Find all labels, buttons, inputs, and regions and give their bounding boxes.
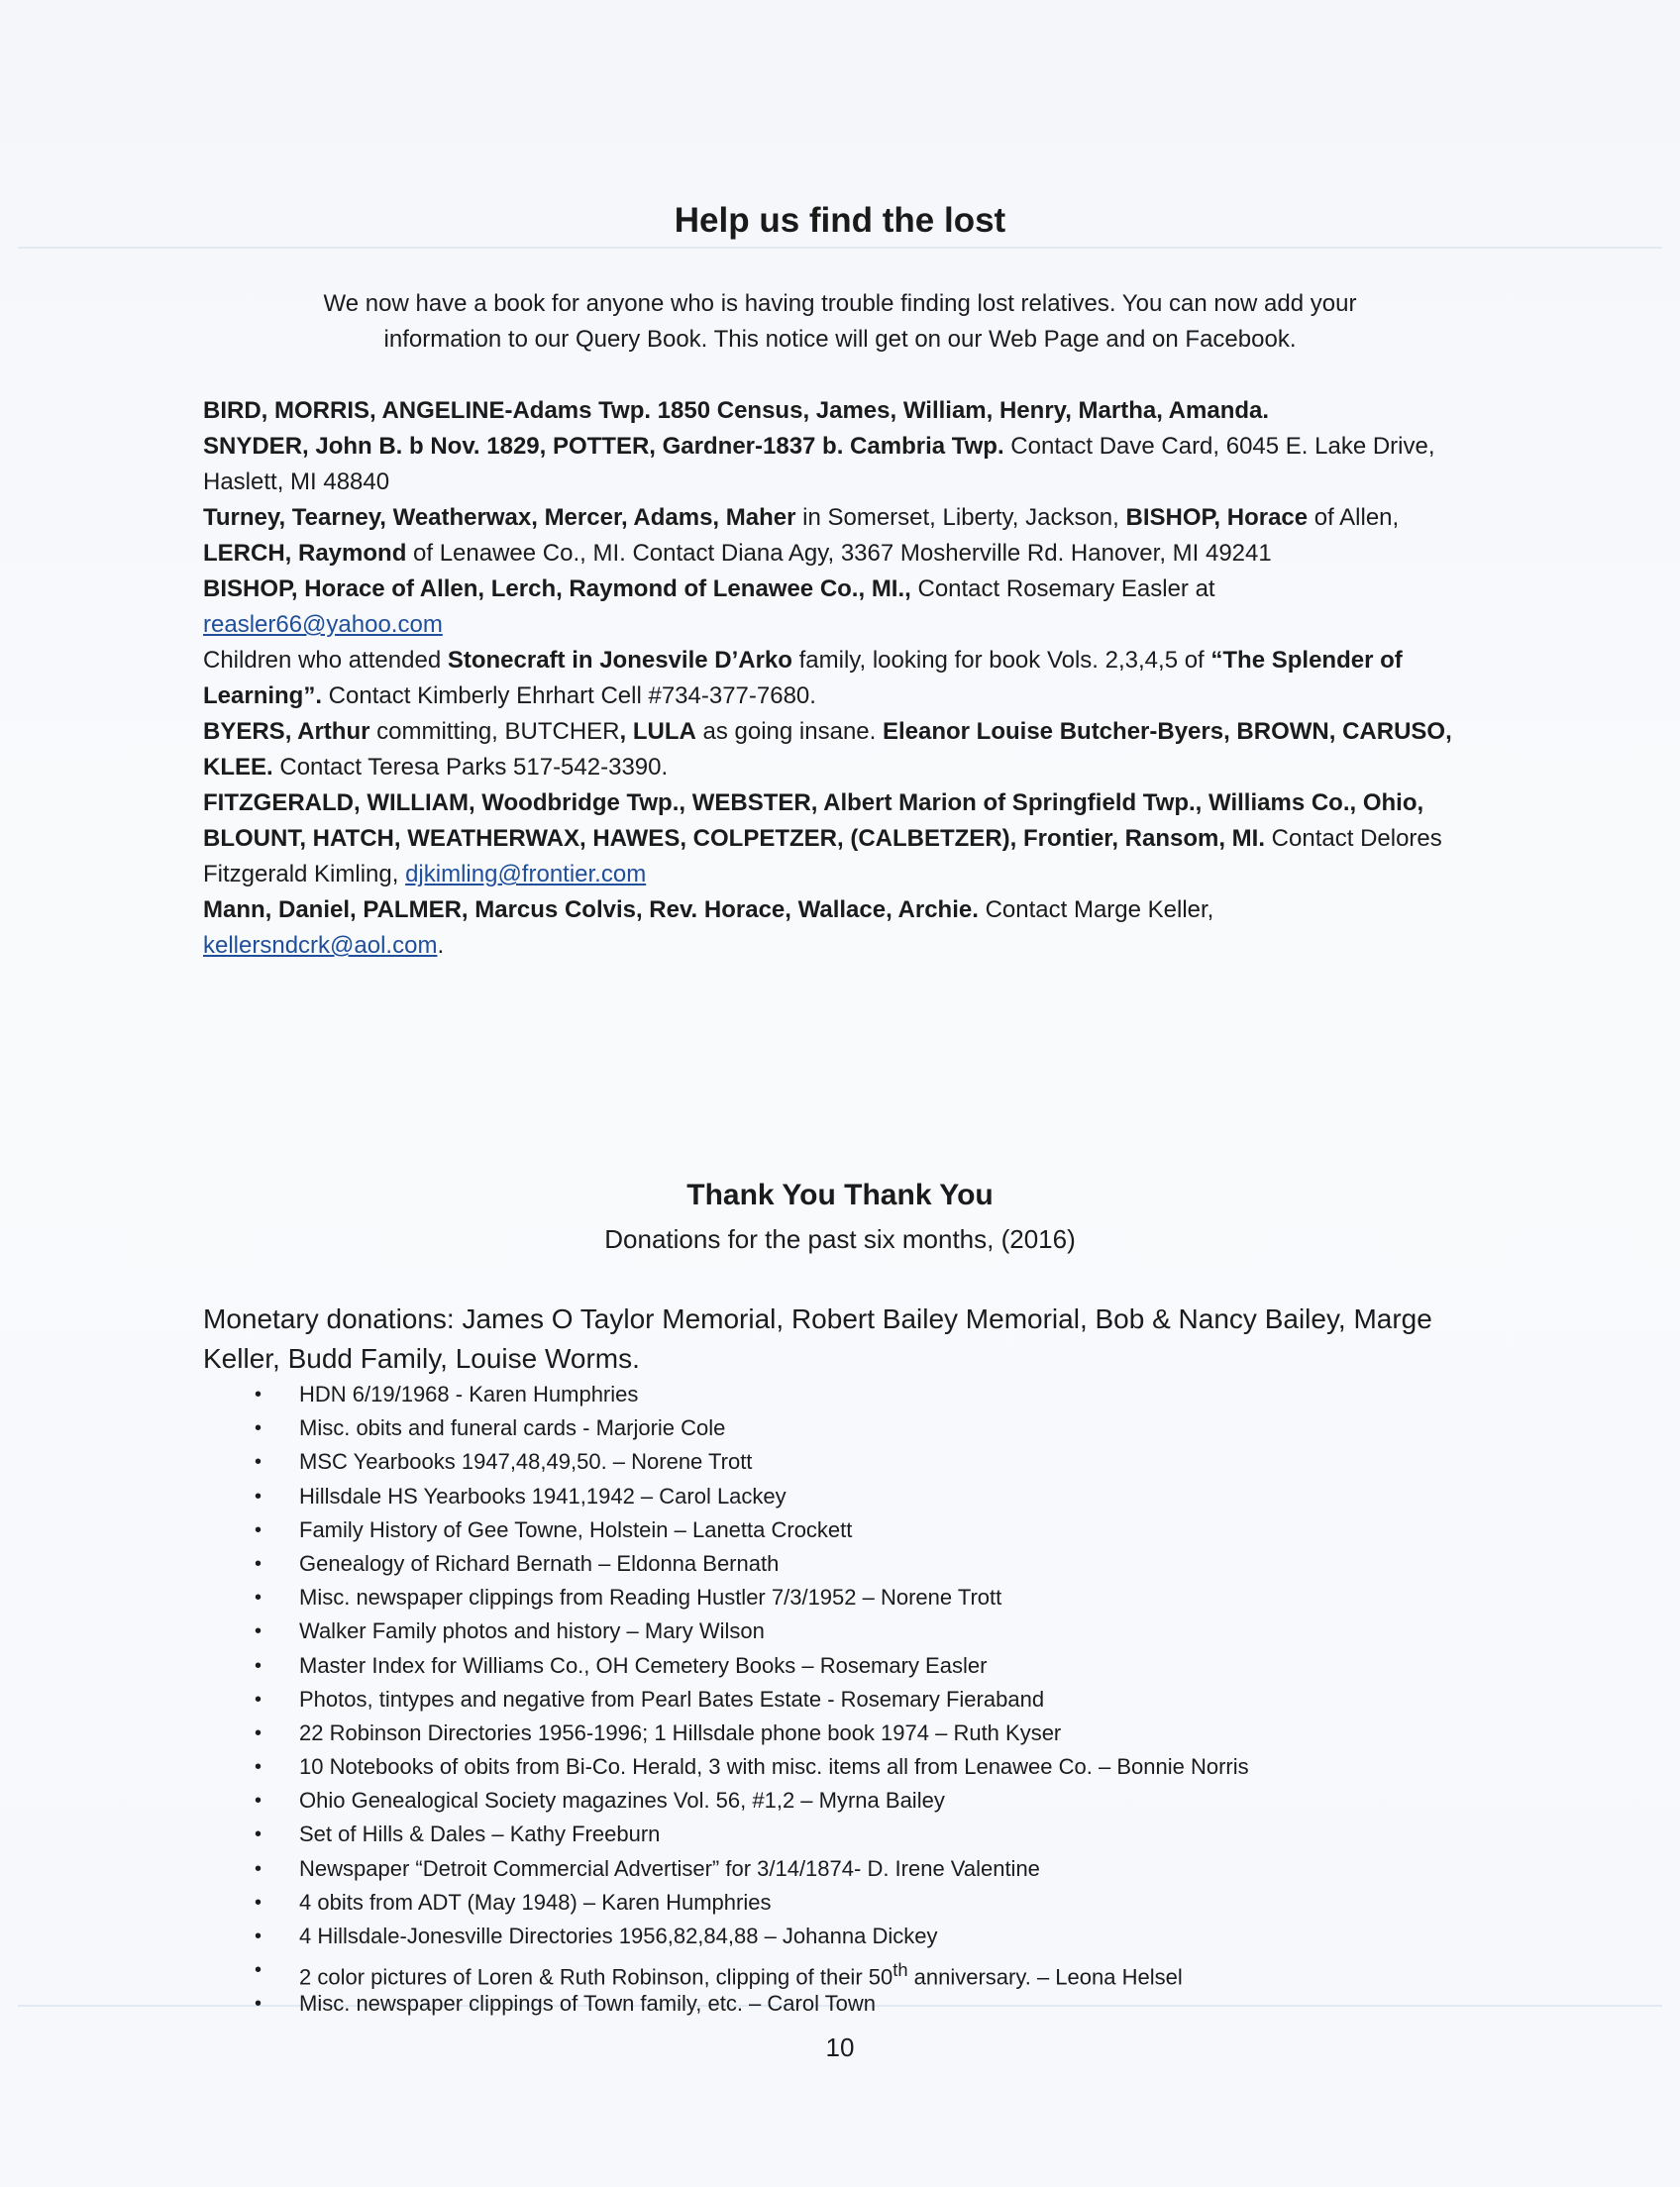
bullet-icon: • <box>255 1485 262 1508</box>
list-item <box>203 1547 1491 1581</box>
email-link-reasler[interactable]: reasler66@yahoo.com <box>203 611 443 638</box>
donation-list <box>203 1378 1491 2022</box>
donation-text: 4 obits from ADT (May 1948) – Karen Humphries <box>299 1889 772 1915</box>
ordinal-superscript: th <box>892 1959 908 1981</box>
query-contact: Contact Teresa Parks 517-542-3390. <box>272 754 669 781</box>
list-item <box>203 1683 1491 1717</box>
donation-text: Misc. newspaper clippings of Town family, etc. – Carol Town <box>299 1991 877 2017</box>
section-title-help-us-find-the-lost: Help us find the lost <box>674 201 1006 240</box>
query-text: in Somerset, Liberty, Jackson, <box>795 504 1126 531</box>
query-contact: Contact Dave Card, 6045 E. Lake Drive, Haslett, MI 48840 <box>203 433 1435 495</box>
email-link-kellersndcrk[interactable]: kellersndcrk@aol.com <box>203 932 438 959</box>
query-text: . <box>437 932 445 959</box>
list-item <box>203 1784 1491 1818</box>
donation-text: HDN 6/19/1968 - Karen Humphries <box>299 1382 639 1406</box>
donation-text: Hillsdale HS Yearbooks 1941,1942 – Carol Lackey <box>299 1483 787 1509</box>
donation-text: Newspaper “Detroit Commercial Advertiser” for 3/14/1874- D. Irene Valentine <box>299 1855 1040 1881</box>
query-contact: of Lenawee Co., MI. Contact Diana Agy, 3367 Mosherville Rd. Hanover, MI 49241 <box>406 540 1272 567</box>
list-item <box>203 1411 1491 1445</box>
query-names: SNYDER, John B. b Nov. 1829, POTTER, Gardner-1837 b. Cambria Twp. <box>203 433 1004 460</box>
query-contact: Contact Marge Keller, <box>978 896 1214 923</box>
bullet-icon: • <box>255 1451 262 1474</box>
bullet-icon: • <box>255 1993 262 2016</box>
list-item <box>203 1920 1491 1953</box>
donation-text: Family History of Gee Towne, Holstein – Lanetta Crockett <box>299 1516 853 1542</box>
query-text: as going insane. <box>695 718 883 745</box>
section-title-thank-you: Thank You Thank You <box>686 1179 994 1211</box>
intro-line-1: We now have a book for anyone who is having trouble finding lost relatives. You can now add your <box>323 290 1357 317</box>
donation-text: Photos, tintypes and negative from Pearl Bates Estate - Rosemary Fieraband <box>299 1686 1045 1712</box>
list-item <box>203 1717 1491 1750</box>
donation-text: 4 Hillsdale-Jonesville Directories 1956,82,84,88 – Johanna Dickey <box>299 1924 938 1948</box>
query-names: BISHOP, Horace of Allen, Lerch, Raymond of Lenawee Co., MI., <box>203 575 911 602</box>
bullet-icon: • <box>255 1552 262 1575</box>
intro-paragraph <box>198 286 1482 358</box>
query-entry <box>203 714 1461 785</box>
scan-bleed-line-top <box>18 247 1662 249</box>
query-names: BYERS, Arthur <box>203 718 370 745</box>
query-entry <box>203 785 1461 892</box>
donation-text: Genealogy of Richard Bernath – Eldonna Bernath <box>299 1550 780 1576</box>
bullet-icon: • <box>255 1417 262 1440</box>
query-entry <box>203 572 1461 643</box>
bullet-icon: • <box>255 1790 262 1813</box>
query-names: BISHOP, Horace <box>1125 504 1309 531</box>
bullet-icon: • <box>255 1688 262 1711</box>
donation-text: Walker Family photos and history – Mary Wilson <box>299 1618 765 1644</box>
list-item <box>203 1513 1491 1547</box>
query-names: Eleanor Louise Butcher-Byers, BROWN, CARUSO, KLEE. <box>203 718 1452 781</box>
bullet-icon: • <box>255 1823 262 1846</box>
bullet-icon: • <box>255 1959 262 1982</box>
bullet-icon: • <box>255 1587 262 1610</box>
donation-text: Misc. obits and funeral cards - Marjorie Cole <box>299 1415 726 1441</box>
donation-text: 22 Robinson Directories 1956-1996; 1 Hillsdale phone book 1974 – Ruth Kyser <box>299 1719 1062 1745</box>
bullet-icon: • <box>255 1926 262 1947</box>
bullet-icon: • <box>255 1721 262 1744</box>
query-contact: Contact Kimberly Ehrhart Cell #734-377-7680. <box>322 682 816 709</box>
query-names: FITZGERALD, WILLIAM, Woodbridge Twp., WEBSTER, Albert Marion of Springfield Twp., Williams Co., Ohio, BLOUNT, HATCH, WEATHERWAX, HAWES, COLPETZER, (CALBETZER), Frontier, Ransom, MI. <box>203 789 1424 852</box>
donation-text: anniversary. – Leona Helsel <box>907 1964 1183 1990</box>
donations-subtitle: Donations for the past six months, (2016) <box>604 1224 1076 1254</box>
email-link-djkimling[interactable]: djkimling@frontier.com <box>405 861 647 887</box>
bullet-icon: • <box>255 1384 262 1406</box>
query-list <box>203 393 1461 964</box>
query-names: BIRD, MORRIS, ANGELINE-Adams Twp. 1850 Census, James, William, Henry, Martha, Amanda. <box>203 397 1270 424</box>
query-names: Stonecraft in Jonesvile D’Arko <box>447 647 792 674</box>
query-book-title: “The Splender of Learning”. <box>203 647 1403 709</box>
query-text: committing, BUTCHER <box>369 718 620 745</box>
bullet-icon: • <box>255 1518 262 1541</box>
list-item <box>203 1378 1491 1411</box>
bullet-icon: • <box>255 1654 262 1677</box>
query-entry <box>203 892 1461 964</box>
query-entry <box>203 393 1461 429</box>
list-item <box>203 1480 1491 1513</box>
query-names: , LULA <box>619 718 696 745</box>
list-item <box>203 1649 1491 1683</box>
donation-text: Misc. newspaper clippings from Reading Hustler 7/3/1952 – Norene Trott <box>299 1585 1002 1611</box>
intro-line-2: information to our Query Book. This notice will get on our Web Page and on Facebook. <box>383 326 1297 353</box>
list-item <box>203 1750 1491 1784</box>
query-entry <box>203 643 1461 714</box>
donation-text: Set of Hills & Dales – Kathy Freeburn <box>299 1822 661 1847</box>
bullet-icon: • <box>255 1756 262 1779</box>
monetary-donations-paragraph: Monetary donations: James O Taylor Memorial, Robert Bailey Memorial, Bob & Nancy Bailey, Marge Keller, Budd Family, Louise Worms. <box>203 1303 1432 1374</box>
donation-text: MSC Yearbooks 1947,48,49,50. – Norene Trott <box>299 1449 753 1475</box>
query-contact: Contact Rosemary Easler at <box>910 575 1215 602</box>
donation-text: Ohio Genealogical Society magazines Vol. 56, #1,2 – Myrna Bailey <box>299 1788 945 1814</box>
list-item <box>203 1852 1491 1886</box>
query-names: LERCH, Raymond <box>203 540 407 567</box>
donation-text: Master Index for Williams Co., OH Cemetery Books – Rosemary Easler <box>299 1652 988 1678</box>
query-contact: Contact Delores Fitzgerald Kimling, <box>203 825 1442 887</box>
list-item <box>203 1953 1491 1990</box>
bullet-icon: • <box>255 1891 262 1914</box>
list-item <box>203 1886 1491 1920</box>
list-item <box>203 1445 1491 1479</box>
donation-text: 10 Notebooks of obits from Bi-Co. Herald, 3 with misc. items all from Lenawee Co. – Bonnie Norris <box>299 1754 1249 1780</box>
query-names: Mann, Daniel, PALMER, Marcus Colvis, Rev. Horace, Wallace, Archie. <box>203 896 979 923</box>
list-item <box>203 1614 1491 1648</box>
list-item <box>203 1987 1491 2021</box>
query-entry <box>203 429 1461 500</box>
list-item <box>203 1581 1491 1614</box>
query-text: family, looking for book Vols. 2,3,4,5 of <box>791 647 1211 674</box>
query-names: Turney, Tearney, Weatherwax, Mercer, Adams, Maher <box>203 504 796 531</box>
bullet-icon: • <box>255 1857 262 1880</box>
donation-text: 2 color pictures of Loren & Ruth Robinson, clipping of their 50 <box>299 1964 893 1990</box>
query-text: of Allen, <box>1308 504 1400 531</box>
list-item <box>203 1818 1491 1851</box>
query-text: Children who attended <box>203 647 448 674</box>
page-number: 10 <box>825 2032 855 2062</box>
query-entry <box>203 500 1461 572</box>
bullet-icon: • <box>255 1620 262 1643</box>
